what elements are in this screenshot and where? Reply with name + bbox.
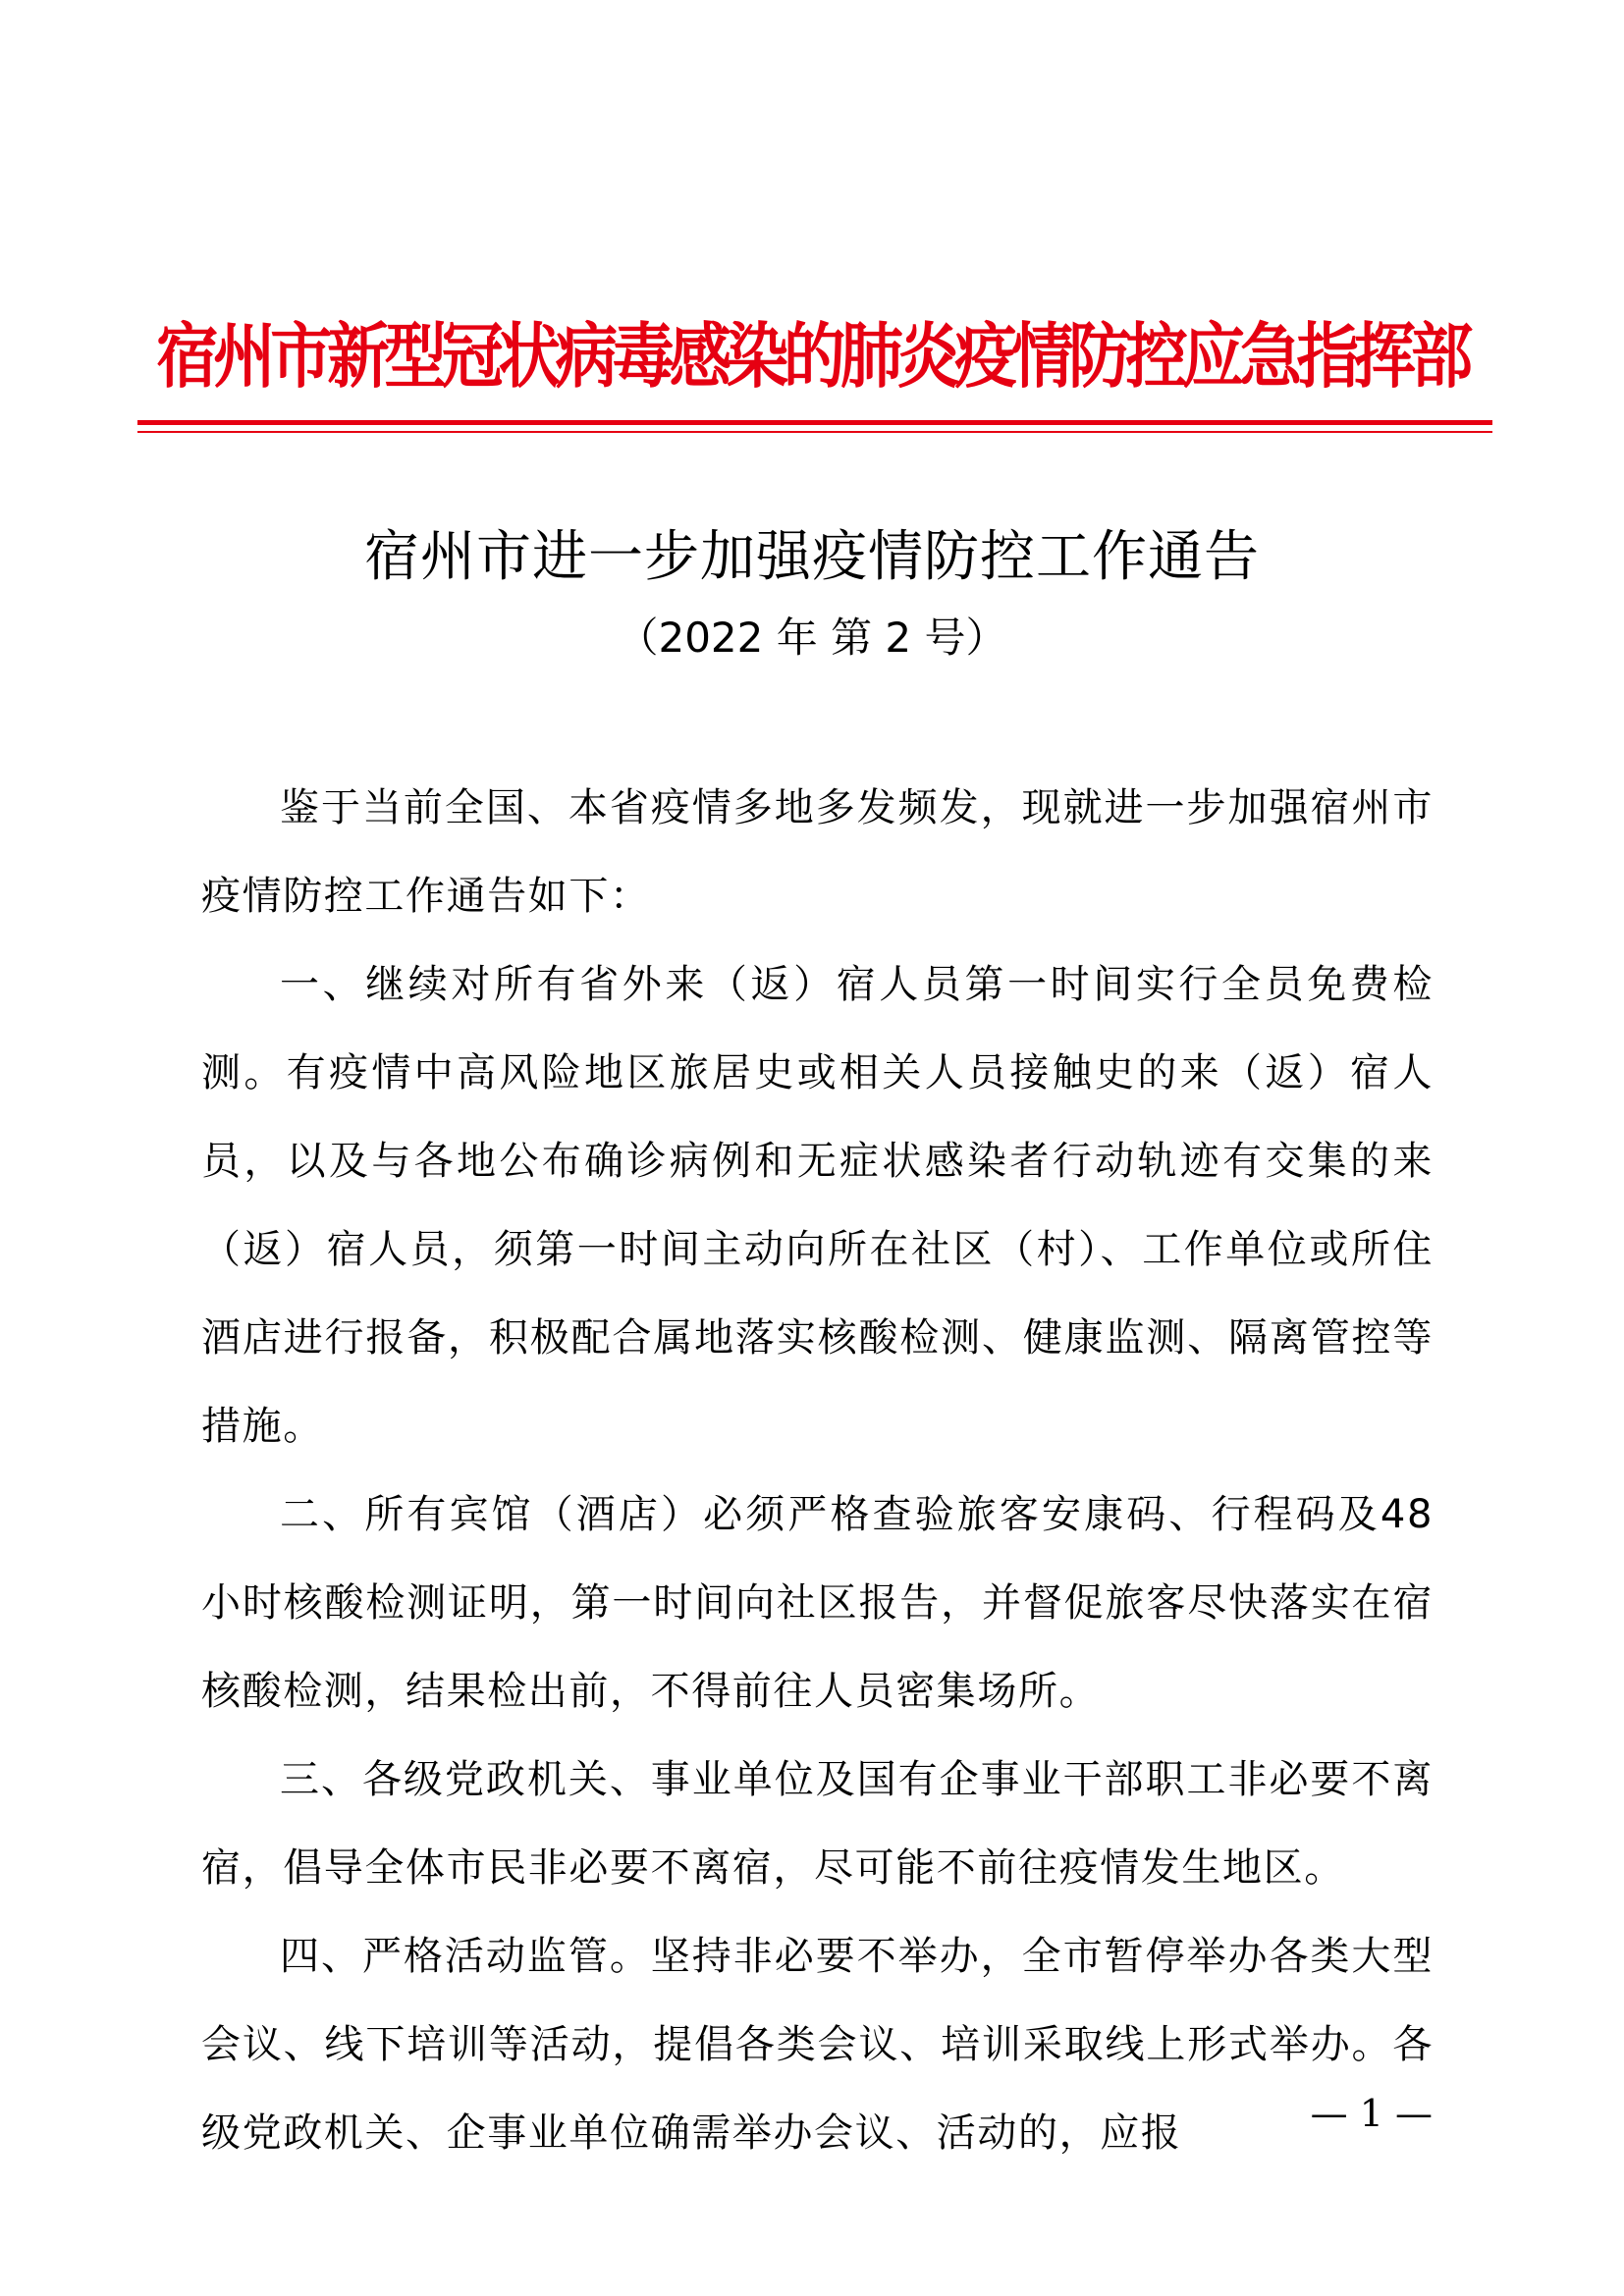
document-body (201, 764, 1434, 2177)
document-number: （2022 年 第 2 号） (617, 614, 1007, 662)
body-paragraph-intro: 鉴于当前全国、本省疫情多地多发频发，现就进一步加强宿州市疫情防控工作通告如下： (201, 785, 1434, 919)
masthead-rule-thick (137, 420, 1492, 425)
body-paragraph-4: 四、严格活动监管。坚持非必要不举办，全市暂停举办各类大型会议、线下培训等活动，提倡各类会议、培训采取线上形式举办。各级党政机关、企事业单位确需举办会议、活动的，应报 (201, 1934, 1434, 2156)
body-paragraph-2: 二、所有宾馆（酒店）必须严格查验旅客安康码、行程码及48 小时核酸检测证明，第一时间向社区报告，并督促旅客尽快落实在宿核酸检测，结果检出前，不得前往人员密集场所。 (201, 1492, 1434, 1714)
body-paragraph-3: 三、各级党政机关、事业单位及国有企事业干部职工非必要不离宿，倡导全体市民非必要不离宿，尽可能不前往疫情发生地区。 (201, 1757, 1434, 1891)
page-number: — 1 — (1310, 2092, 1433, 2135)
masthead-rule-thin (137, 431, 1492, 433)
document-title: 宿州市进一步加强疫情防控工作通告 (364, 525, 1260, 589)
body-paragraph-1: 一、继续对所有省外来（返）宿人员第一时间实行全员免费检测。有疫情中高风险地区旅居史或相关人员接触史的来（返）宿人员，以及与各地公布确诊病例和无症状感染者行动轨迹有交集的来（返）宿人员，须第一时间主动向所在社区（村）、工作单位或所住酒店进行报备，积极配合属地落实核酸检测、健康监测、隔离管控等措施。 (201, 962, 1434, 1449)
issuer-masthead: 宿州市新型冠状病毒感染的肺炎疫情防控应急指挥部 (156, 315, 1468, 398)
